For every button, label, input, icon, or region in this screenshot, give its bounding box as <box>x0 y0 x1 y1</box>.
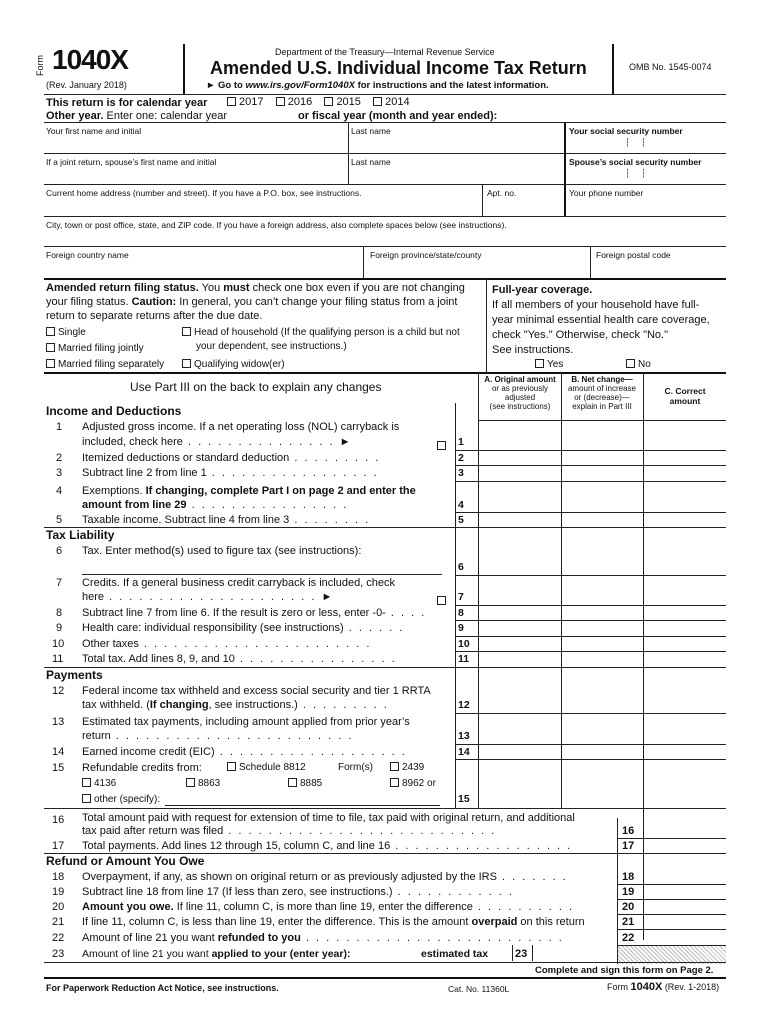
line-12-number: 12 <box>52 685 65 697</box>
line-5-text: Taxable income. Subtract line 4 from line 3 . . . . . . . . <box>82 514 371 526</box>
estimated-tax-label: estimated tax <box>421 948 489 960</box>
city-field[interactable]: City, town or post office, state, and ZIP code. If you have a foreign address, also complete spaces below (see instructions). <box>46 220 507 230</box>
line-11-text: Total tax. Add lines 8, 9, and 10 . . . . . . . . . . . . . . . . <box>82 653 397 665</box>
line-8-number: 8 <box>56 607 63 619</box>
line-17-text: Total payments. Add lines 12 through 15, column C, and line 16 . . . . . . . . . . . . . . . . . . <box>82 840 573 852</box>
line-20-text: Amount you owe. If line 11, column C, is more than line 19, enter the difference . . . . . . . . . . <box>82 901 574 913</box>
line-19-number: 19 <box>52 886 65 898</box>
form-8885-checkbox[interactable]: 8885 <box>288 778 322 789</box>
line-7-number: 7 <box>56 577 63 589</box>
line-8-text: Subtract line 7 from line 6. If the result is zero or less, enter -0- . . . . <box>82 607 427 619</box>
line-19-text: Subtract line 18 from line 17 (If less than zero, see instructions.) . . . . . . . . . . . . <box>82 886 514 898</box>
line-15-box: 15 <box>458 793 470 805</box>
form-number: 1040X <box>52 44 128 75</box>
line-6-number: 6 <box>56 545 63 557</box>
mfj-checkbox[interactable]: Married filing jointly <box>46 343 144 354</box>
line-13-box: 13 <box>458 730 470 742</box>
col-b-header: B. Net change— amount of increase or (decrease)— explain in Part III <box>567 375 637 411</box>
line-5-number: 5 <box>56 514 63 526</box>
credit-carryback-checkbox[interactable] <box>437 591 449 609</box>
coverage-line1: If all members of your household have full- <box>492 299 700 311</box>
section-refund: Refund or Amount You Owe <box>46 854 205 868</box>
coverage-title: Full-year coverage. <box>492 284 593 296</box>
goto-line: ► Go to www.irs.gov/Form1040X for instructions and the latest information. <box>206 80 549 91</box>
line-2-text: Itemized deductions or standard deduction . . . . . . . . . <box>82 452 381 464</box>
hoh-note: your dependent, see instructions.) <box>196 341 347 352</box>
line-18-box: 18 <box>622 871 635 883</box>
line-12-box: 12 <box>458 699 470 711</box>
other-year-row: Other year. Enter one: calendar year <box>46 110 228 122</box>
line-14-text: Earned income credit (EIC) . . . . . . . . . . . . . . . . . . . <box>82 746 407 758</box>
department: Department of the Treasury—Internal Revenue Service <box>275 47 495 57</box>
coverage-line2: year minimal essential health care coverage, <box>492 314 710 326</box>
line-22-text: Amount of line 21 you want refunded to you . . . . . . . . . . . . . . . . . . . . . . . . . . <box>82 932 564 944</box>
line-23-number: 23 <box>52 948 65 960</box>
line-11-number: 11 <box>52 653 64 665</box>
phone-field[interactable]: Your phone number <box>569 188 644 198</box>
line-10-number: 10 <box>52 638 65 650</box>
line-6-box: 6 <box>458 561 464 573</box>
line-18-text: Overpayment, if any, as shown on original return or as previously adjusted by the IRS . . . . . . . <box>82 871 568 883</box>
line-16-text: Total amount paid with request for extension of time to file, tax paid with original return, and additional <box>82 812 575 824</box>
line-11-box: 11 <box>458 653 470 665</box>
line-2-box: 2 <box>458 452 464 464</box>
line-16-box: 16 <box>622 825 635 837</box>
ssn-field[interactable]: Your social security number <box>569 126 683 136</box>
filing-status-caution: your filing status. Caution: In general, you can’t change your filing status from a joint <box>46 296 458 308</box>
nol-checkbox[interactable] <box>437 436 449 454</box>
spouse-first-name-field[interactable]: If a joint return, spouse’s first name and initial <box>46 157 217 167</box>
complete-sign-note: Complete and sign this form on Page 2. <box>535 965 714 976</box>
spouse-last-name-field[interactable]: Last name <box>351 157 391 167</box>
line-15-number: 15 <box>52 762 65 774</box>
form-title: Amended U.S. Individual Income Tax Return <box>210 58 587 78</box>
coverage-line4: See instructions. <box>492 344 574 356</box>
year-checkboxes <box>227 96 410 108</box>
last-name-field[interactable]: Last name <box>351 126 391 136</box>
line-20-box: 20 <box>622 901 635 913</box>
line-21-text: If line 11, column C, is less than line 19, enter the difference. This is the amount overpaid on this return <box>82 916 585 928</box>
line-23-text: Amount of line 21 you want applied to your (enter year): <box>82 948 351 960</box>
line-20-number: 20 <box>52 901 65 913</box>
line-16-number: 16 <box>52 814 65 826</box>
line-10-text: Other taxes . . . . . . . . . . . . . . . . . . . . . . . <box>82 638 372 650</box>
line-4-text: Exemptions. If changing, complete Part I on page 2 and enter the <box>82 485 416 497</box>
omb-number: OMB No. 1545-0074 <box>629 62 712 72</box>
rev-date: (Rev. January 2018) <box>46 80 127 90</box>
line-1-text: Adjusted gross income. If a net operating loss (NOL) carryback is <box>82 421 400 433</box>
form-2439-checkbox[interactable]: 2439 <box>390 762 424 773</box>
spouse-ssn-field[interactable]: Spouse’s social security number <box>569 157 702 167</box>
hoh-checkbox[interactable]: Head of household (If the qualifying person is a child but not <box>182 327 460 338</box>
line-9-box: 9 <box>458 622 464 634</box>
address-field[interactable]: Current home address (number and street). If you have a P.O. box, see instructions. <box>46 188 362 198</box>
line-3-text: Subtract line 2 from line 1 . . . . . . . . . . . . . . . . . <box>82 467 379 479</box>
single-checkbox[interactable]: Single <box>46 327 86 338</box>
line-4-text-b: amount from line 29 . . . . . . . . . . . . . . . . <box>82 499 349 511</box>
form-footer-id: Form 1040X (Rev. 1-2018) <box>607 981 720 993</box>
line-6-text: Tax. Enter method(s) used to figure tax (see instructions): <box>82 545 362 557</box>
line-4-number: 4 <box>56 485 63 497</box>
line-12-text: Federal income tax withheld and excess social security and tier 1 RRTA <box>82 685 431 697</box>
line-1-number: 1 <box>56 421 63 433</box>
part3-note: Use Part III on the back to explain any changes <box>130 380 382 394</box>
year-2014-checkbox[interactable]: 2014 <box>373 96 409 108</box>
apt-field[interactable]: Apt. no. <box>487 188 517 198</box>
section-tax-liability: Tax Liability <box>46 528 115 542</box>
line-2-number: 2 <box>56 452 63 464</box>
line-14-number: 14 <box>52 746 65 758</box>
line-5-box: 5 <box>458 514 464 526</box>
first-name-field[interactable]: Your first name and initial <box>46 126 142 136</box>
line-13-text-b: return . . . . . . . . . . . . . . . . . . . . . . . . <box>82 730 354 742</box>
paperwork-notice: For Paperwork Reduction Act Notice, see instructions. <box>46 983 279 993</box>
irs-url[interactable]: www.irs.gov/Form1040X <box>245 80 355 91</box>
ssn-separators: ┆ ┆ <box>625 138 646 147</box>
line-18-number: 18 <box>52 871 65 883</box>
foreign-postal-field[interactable]: Foreign postal code <box>596 250 671 260</box>
coverage-line3: check "Yes." Otherwise, check "No." <box>492 329 669 341</box>
col-c-header: C. Correct amount <box>664 386 706 406</box>
forms-label: Form(s) <box>338 762 373 773</box>
filing-status-intro: Amended return filing status. You must check one box even if you are not changing <box>46 282 465 294</box>
line-1-box: 1 <box>458 436 464 448</box>
line-17-number: 17 <box>52 840 65 852</box>
form-8863-checkbox[interactable]: 8863 <box>186 778 220 789</box>
line-13-number: 13 <box>52 716 65 728</box>
line-17-box: 17 <box>622 840 635 852</box>
year-2017-checkbox[interactable]: 2017 <box>227 96 263 108</box>
foreign-province-field[interactable]: Foreign province/state/county <box>370 250 482 260</box>
year-2016-checkbox[interactable]: 2016 <box>276 96 312 108</box>
line-3-number: 3 <box>56 467 63 479</box>
line-3-box: 3 <box>458 467 464 479</box>
other-specify-input[interactable] <box>165 805 440 806</box>
calendar-year-label: This return is for calendar year <box>46 97 208 109</box>
line-7-text: Credits. If a general business credit carryback is included, check <box>82 577 396 589</box>
section-payments: Payments <box>46 668 103 682</box>
line-12-text-b: tax withheld. (If changing, see instructions.) . . . . . . . . . <box>82 699 389 711</box>
mfs-checkbox[interactable]: Married filing separately <box>46 359 164 370</box>
tax-method-input[interactable] <box>82 574 442 575</box>
schedule-8812-checkbox[interactable]: Schedule 8812 <box>227 762 306 773</box>
line-15-text: Refundable credits from: <box>82 762 202 774</box>
line-9-text: Health care: individual responsibility (see instructions) . . . . . . <box>82 622 405 634</box>
qw-checkbox[interactable]: Qualifying widow(er) <box>182 359 285 370</box>
line-23-box: 23 <box>515 948 528 960</box>
line-4-box: 4 <box>458 499 464 511</box>
filing-status-note: return to separate returns after the due date. <box>46 310 263 322</box>
spouse-ssn-separators: ┆ ┆ <box>625 169 646 178</box>
line-21-box: 21 <box>622 916 635 928</box>
line-8-box: 8 <box>458 607 464 619</box>
form-4136-checkbox[interactable]: 4136 <box>82 778 116 789</box>
line-19-box: 19 <box>622 886 635 898</box>
line-9-number: 9 <box>56 622 63 634</box>
form-8962-checkbox[interactable]: 8962 or <box>390 778 436 789</box>
foreign-country-field[interactable]: Foreign country name <box>46 250 129 260</box>
other-specify-checkbox[interactable]: other (specify): <box>82 794 160 805</box>
other-year-input[interactable] <box>232 120 290 121</box>
coverage-yes-checkbox[interactable]: Yes <box>535 359 563 370</box>
line-1-text-b: included, check here . . . . . . . . . . . . . . . ► <box>82 436 353 448</box>
line-14-box: 14 <box>458 746 470 758</box>
line-13-text: Estimated tax payments, including amount applied from prior year’s <box>82 716 410 728</box>
line-7-text-b: here . . . . . . . . . . . . . . . . . . . . . ► <box>82 591 335 603</box>
fiscal-year-label: or fiscal year (month and year ended): <box>298 110 498 122</box>
form-word: Form <box>35 55 45 76</box>
line-22-box: 22 <box>622 932 635 944</box>
line-16-text-b: tax paid after return was filed . . . . . . . . . . . . . . . . . . . . . . . . . . . <box>82 825 497 837</box>
year-2015-checkbox[interactable]: 2015 <box>324 96 360 108</box>
coverage-no-checkbox[interactable]: No <box>626 359 651 370</box>
line-22-number: 22 <box>52 932 65 944</box>
line-7-box: 7 <box>458 591 464 603</box>
section-income: Income and Deductions <box>46 404 182 418</box>
col-a-header: A. Original amount or as previously adjusted (see instructions) <box>484 375 556 411</box>
line-21-number: 21 <box>52 916 65 928</box>
line-10-box: 10 <box>458 638 470 650</box>
cat-number: Cat. No. 11360L <box>448 984 510 994</box>
